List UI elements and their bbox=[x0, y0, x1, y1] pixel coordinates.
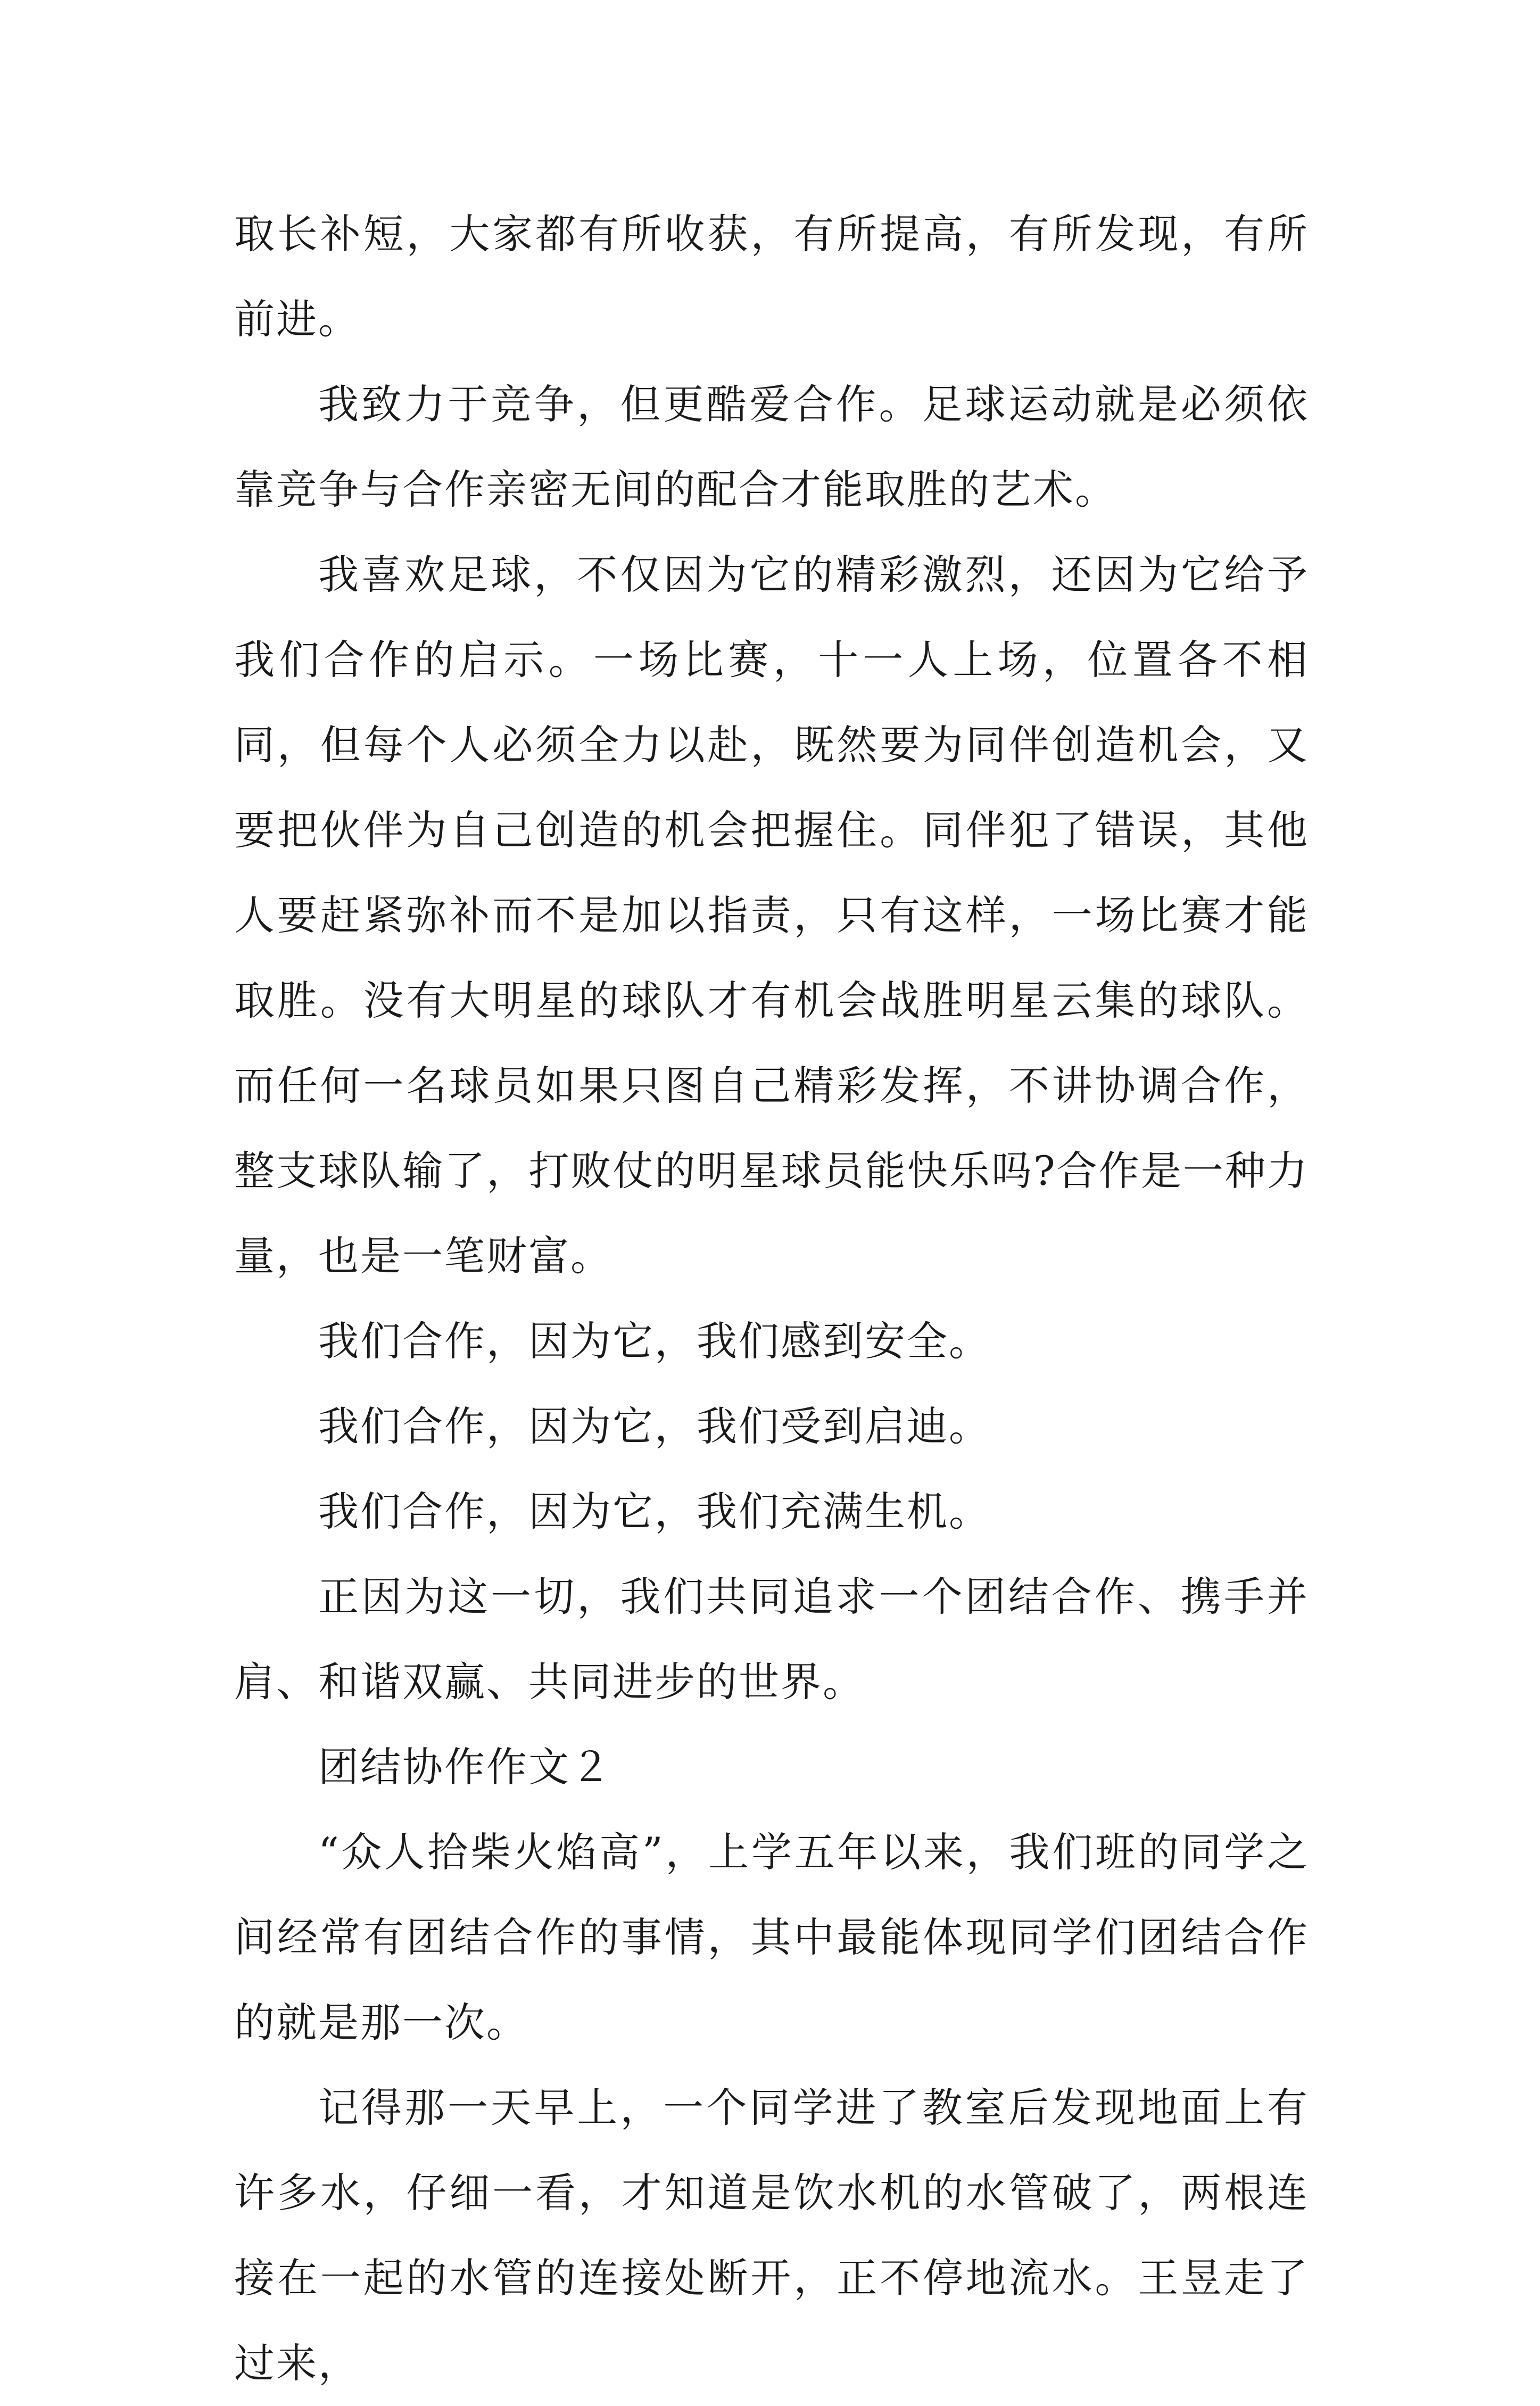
section-title: 团结协作作文２ bbox=[318, 1743, 612, 1791]
paragraph: 我喜欢足球，不仅因为它的精彩激烈，还因为它给予我们合作的启示。一场比赛，十一人上场，位置各不相同，但每个人必须全力以赴，既然要为同伴创造机会，又要把伙伴为自己创造的机会把握住。同伴犯了错误，其他人要赶紧弥补而不是加以指责，只有这样，一场比赛才能取胜。没有大明星的球队才有机会战胜明星云集的球队。而任何一名球员如果只图自己精彩发挥，不讲协调合作，整支球队输了，打败仗的明星球员能快乐吗?合作是一种力量，也是一笔财富。 bbox=[234, 551, 1309, 1280]
paragraph: 记得那一天早上，一个同学进了教室后发现地面上有许多水，仔细一看，才知道是饮水机的水管破了，两根连接在一起的水管的连接处断开，正不停地流水。王昱走了过来， bbox=[234, 2084, 1309, 2387]
paragraph: 正因为这一切，我们共同追求一个团结合作、携手并肩、和谐双赢、共同进步的世界。 bbox=[234, 1573, 1309, 1705]
paragraph: 我们合作，因为它，我们充满生机。 bbox=[318, 1488, 991, 1535]
paragraph: 我们合作，因为它，我们感到安全。 bbox=[318, 1317, 991, 1365]
paragraph: 我致力于竞争，但更酷爱合作。足球运动就是必须依靠竞争与合作亲密无间的配合才能取胜的艺术。 bbox=[234, 381, 1309, 513]
paragraph: “众人拾柴火焰高”，上学五年以来，我们班的同学之间经常有团结合作的事情，其中最能体现同学们团结合作的就是那一次。 bbox=[234, 1828, 1309, 2046]
paragraph: 我们合作，因为它，我们受到启迪。 bbox=[318, 1403, 991, 1450]
body-text bbox=[234, 192, 1309, 2406]
paragraph-continued: 取长补短，大家都有所收获，有所提高，有所发现，有所前进。 bbox=[234, 210, 1309, 343]
